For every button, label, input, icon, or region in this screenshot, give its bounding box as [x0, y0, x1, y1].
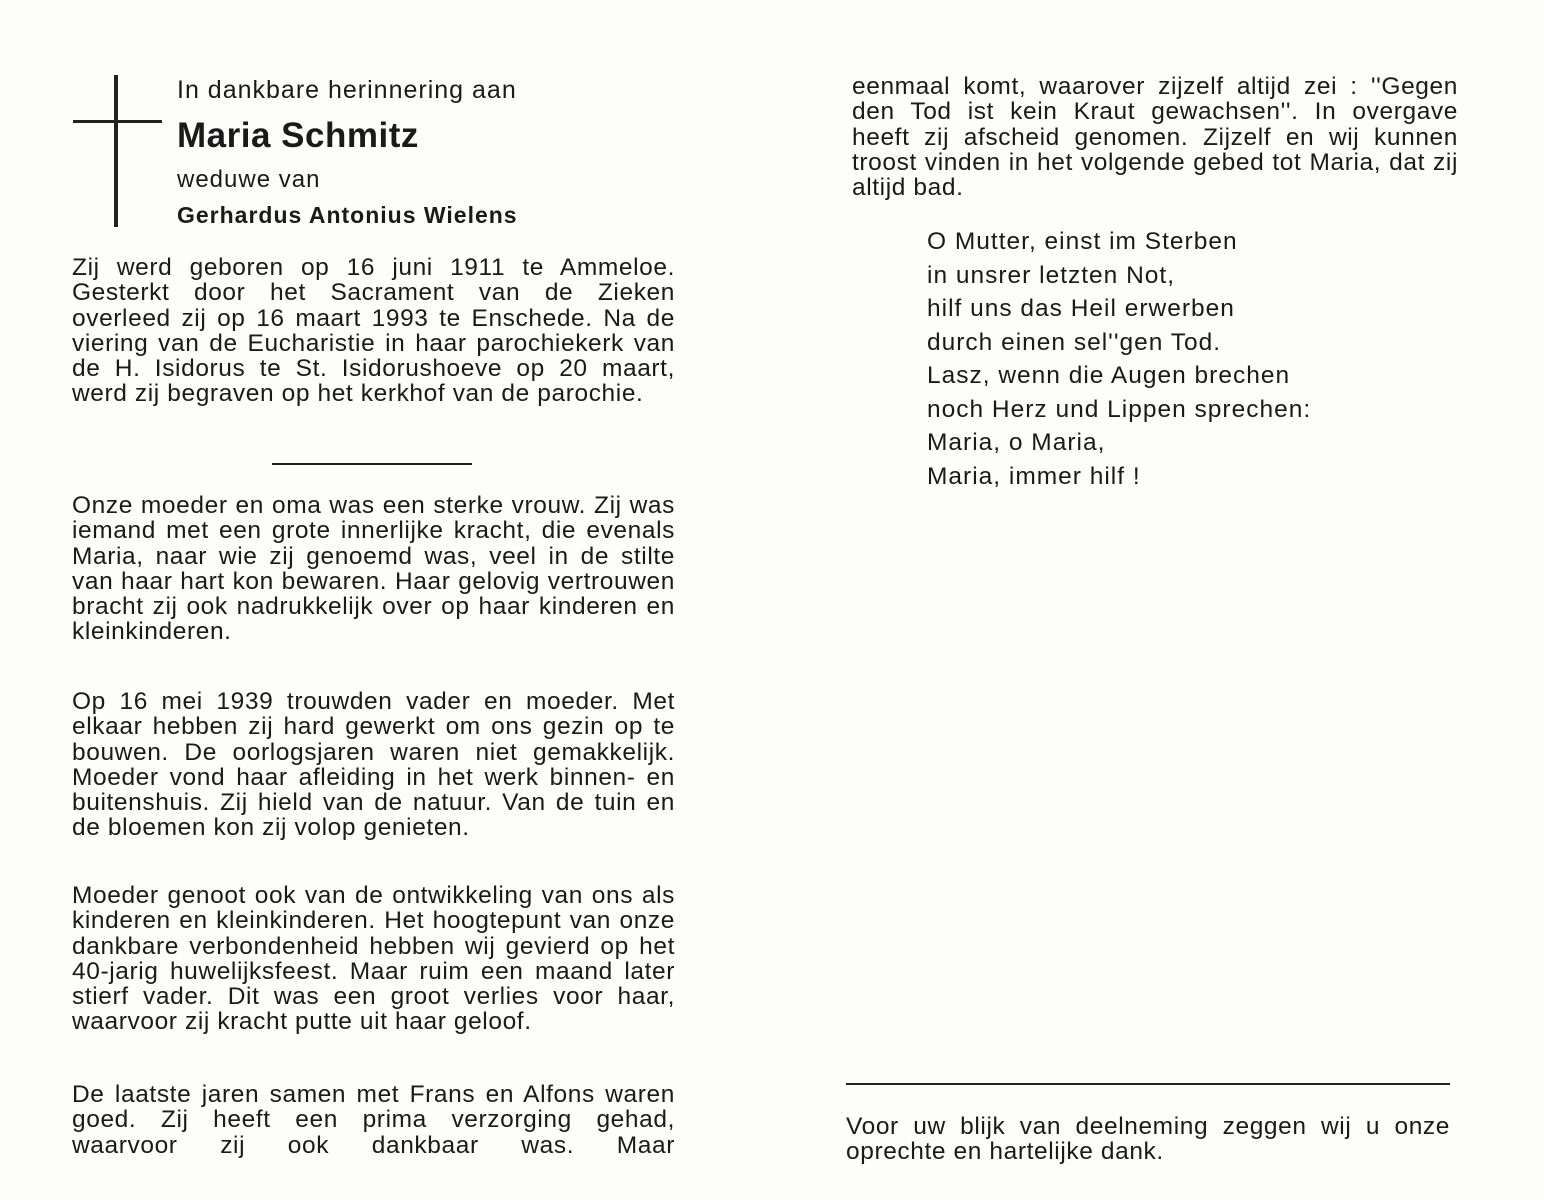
thanks-divider: [846, 1083, 1450, 1085]
deceased-name: Maria Schmitz: [177, 116, 419, 155]
intro-text: In dankbare herinnering aan: [177, 76, 517, 104]
tribute-paragraph-1-block: [72, 493, 675, 645]
poem-line: Maria, immer hilf !: [927, 462, 1141, 490]
prayer-poem: [927, 225, 1447, 493]
cross-horizontal-bar: [73, 120, 162, 123]
tribute-paragraph-3-block: [72, 883, 675, 1035]
tribute-paragraph-4-block: [72, 1082, 675, 1158]
poem-line: hilf uns das Heil erwerben: [927, 295, 1235, 322]
poem-line: in unsrer letzten Not,: [927, 261, 1176, 289]
poem-line: O Mutter, einst im Sterben: [927, 228, 1238, 255]
poem-line: Lasz, wenn die Augen brechen: [927, 362, 1291, 389]
widow-of-text: weduwe van: [177, 166, 321, 193]
tribute-paragraph: Moeder genoot ook van de ontwikkeling van ons als kinderen en kleinkinderen. Het hoogtepunt van onze dankbare verbondenheid hebben wij gevierd op het 40-jarig huwelijksfeest. Maar ruim een maand later stierf vader. Dit was een groot verlies voor haar, waarvoor zij kracht putte uit haar geloof.: [72, 882, 675, 1036]
thanks-text: Voor uw blijk van deelneming zeggen wij u onze oprechte en hartelijke dank.: [846, 1113, 1450, 1166]
poem-line: Maria, o Maria,: [927, 429, 1106, 456]
tribute-paragraph: Op 16 mei 1939 trouwden vader en moeder. Met elkaar hebben zij hard gewerkt om ons gezin op te bouwen. De oorlogsjaren waren niet gemakkelijk. Moeder vond haar afleiding in het werk binnen- en buitenshuis. Zij hield van de natuur. Van de tuin en de bloemen kon zij volop genieten.: [72, 688, 675, 842]
spouse-name: Gerhardus Antonius Wielens: [177, 202, 518, 228]
continuation-paragraph: eenmaal komt, waarover zijzelf altijd zei : ''Gegen den Tod ist kein Kraut gewachsen''. In overgave heeft zij afscheid genomen. Zijzelf en wij kunnen troost vinden in het volgende gebed tot Maria, dat zij altijd bad.: [852, 73, 1458, 202]
tribute-paragraph: Onze moeder en oma was een sterke vrouw. Zij was iemand met een grote innerlijke kracht, die evenals Maria, naar wie zij genoemd was, veel in de stilte van haar hart kon bewaren. Haar gelovig vertrouwen bracht zij ook nadrukkelijk over op haar kinderen en kleinkinderen.: [72, 492, 675, 646]
poem-line: noch Herz und Lippen sprechen:: [927, 395, 1312, 423]
card-header: [177, 72, 677, 230]
biography-paragraph: Zij werd geboren op 16 juni 1911 te Ammeloe. Gesterkt door het Sacrament van de Zieken overleed zij op 16 maart 1993 te Enschede. Na de viering van de Eucharistie in haar parochiekerk van de H. Isidorus te St. Isidorushoeve op 20 maart, werd zij begraven op het kerkhof van de parochie.: [72, 254, 675, 408]
continuation-block: [852, 74, 1458, 200]
biography-paragraph-1-block: [72, 255, 675, 407]
tribute-paragraph-2-block: [72, 689, 675, 841]
cross-vertical-bar: [114, 75, 118, 227]
thanks-block: [846, 1114, 1450, 1165]
section-divider: [272, 463, 472, 465]
tribute-paragraph: De laatste jaren samen met Frans en Alfons waren goed. Zij heeft een prima verzorging gehad, waarvoor zij ook dankbaar was. Maar: [72, 1081, 675, 1159]
poem-line: durch einen sel''gen Tod.: [927, 328, 1222, 356]
